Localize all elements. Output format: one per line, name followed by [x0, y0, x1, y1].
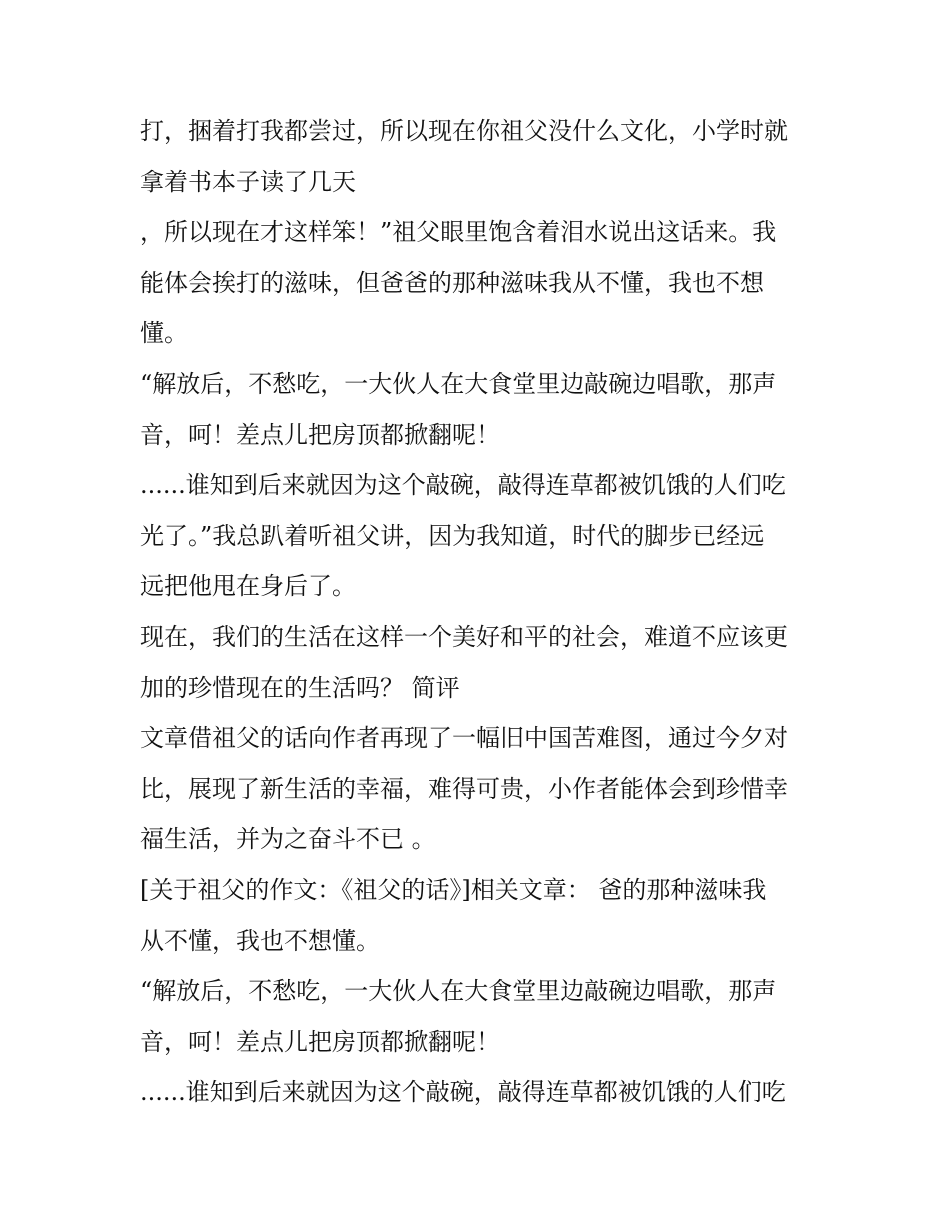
text-line: 从不懂，我也不想懂。 — [140, 926, 380, 955]
text-line: 音，呵！差点儿把房顶都掀翻呢！ — [140, 1027, 500, 1056]
text-line: 远把他甩在身后了。 — [140, 572, 356, 601]
text-line: 文章借祖父的话向作者再现了一幅旧中国苦难图，通过今夕对 — [140, 724, 788, 753]
text-line: 加的珍惜现在的生活吗？ 简评 — [140, 673, 460, 702]
text-line: 比，展现了新生活的幸福，难得可贵，小作者能体会到珍惜幸 — [140, 774, 788, 803]
text-line: “解放后，不愁吃，一大伙人在大食堂里边敲碗边唱歌，那声 — [140, 977, 777, 1006]
text-line: 拿着书本子读了几天 — [140, 167, 356, 196]
text-line: 懂。 — [140, 319, 188, 348]
text-line: ，所以现在才这样笨！”祖父眼里饱含着泪水说出这话来。我 — [140, 218, 777, 247]
text-line: [关于祖父的作文：《祖父的话》]相关文章： 爸的那种滋味我 — [140, 875, 767, 904]
text-line: ......谁知到后来就因为这个敲碗，敲得连草都被饥饿的人们吃 — [140, 471, 786, 500]
text-line: ......谁知到后来就因为这个敲碗，敲得连草都被饥饿的人们吃 — [140, 1078, 786, 1107]
text-line: “解放后，不愁吃，一大伙人在大食堂里边敲碗边唱歌，那声 — [140, 369, 777, 398]
body-text — [140, 106, 830, 1118]
text-line: 音，呵！差点儿把房顶都掀翻呢！ — [140, 420, 500, 449]
text-line: 能体会挨打的滋味，但爸爸的那种滋味我从不懂，我也不想 — [140, 268, 764, 297]
text-line: 打，捆着打我都尝过，所以现在你祖父没什么文化，小学时就 — [140, 117, 788, 145]
text-line: 光了。”我总趴着听祖父讲，因为我知道，时代的脚步已经远 — [140, 521, 765, 550]
text-line: 福生活，并为之奋斗不已 。 — [140, 825, 436, 854]
text-line: 现在，我们的生活在这样一个美好和平的社会，难道不应该更 — [140, 622, 788, 651]
